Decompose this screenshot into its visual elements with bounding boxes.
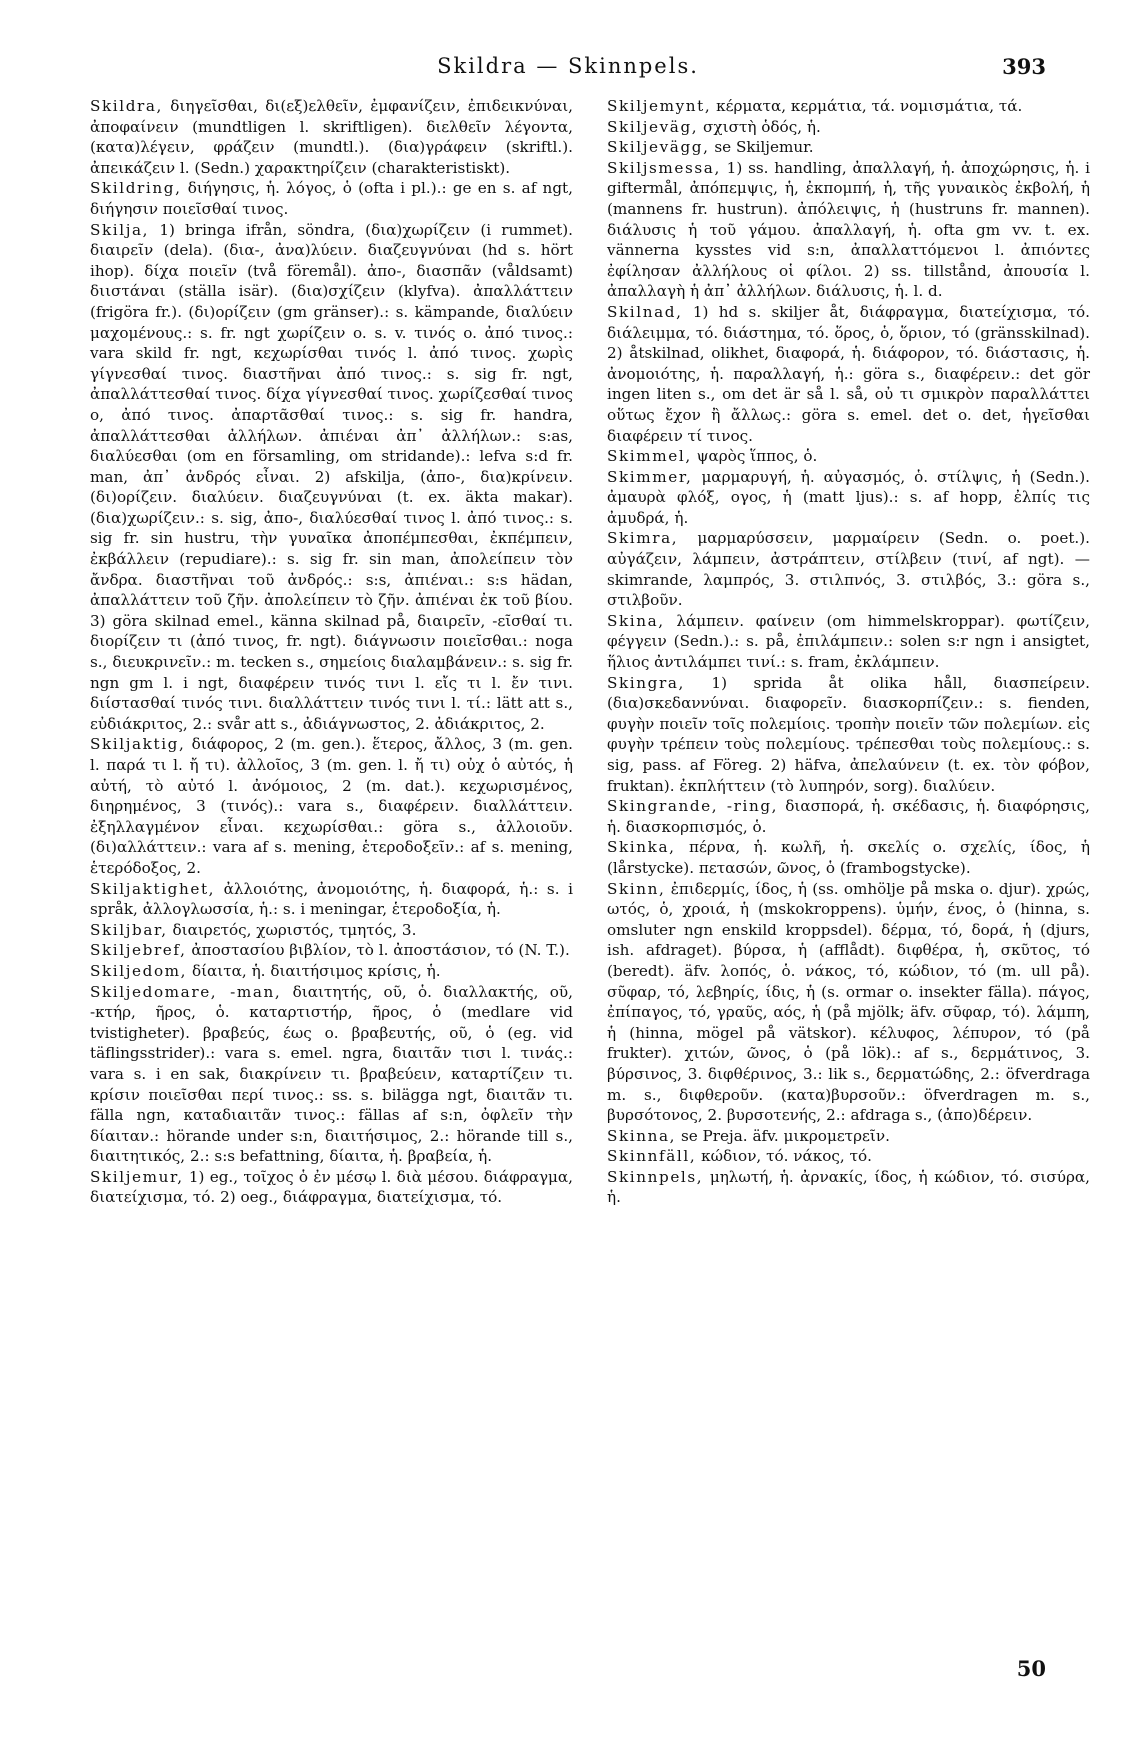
definition: se Preja. äfv. μικρομετρεῖν. (676, 1126, 890, 1145)
dictionary-entry (90, 178, 573, 219)
headword: Skiljemynt, (607, 97, 712, 115)
page-number: 393 (1002, 54, 1046, 79)
dictionary-entry (607, 446, 1090, 467)
dictionary-entry (607, 158, 1090, 302)
definition: δίαιτα, ἡ. διαιτήσιμος κρίσις, ἡ. (187, 961, 441, 980)
headword: Skinnpels, (607, 1167, 704, 1186)
headword: Skiljedom, (90, 961, 188, 980)
definition: 1) sprida åt olika håll, διασπείρειν. (δια)σκεδαννύναι. διαφορεῖν. διασκορπίζειν.: s. fienden, φυγὴν ποιεῖν τοῖς πολεμίοις. τροπὴν ποιεῖν τῶν πολεμίων. εἰς φυγὴν τρέπειν τοὺς πολεμίους. τρέπεσθαι τοὺς πολεμίους.: s. sig, pass. af Föreg. 2) häfva, ἀπελαύνειν (t. ex. τὸν φόβον, fruktan). ἐκπλήττειν (τὸ λυπηρόν, sorg). διαλύειν. (607, 673, 1090, 795)
definition: μαρμαρυγή, ἡ. αὐγασμός, ὁ. στίλψις, ἡ (Sedn.). ἀμαυρὰ φλόξ, ογος, ἡ (matt ljus).: s. af hopp, ἐλπίς τις ἀμυδρά, ἡ. (607, 467, 1090, 527)
dictionary-entry (607, 879, 1090, 1126)
headword: Skiljebref, (90, 941, 187, 960)
dictionary-entry (607, 302, 1090, 446)
dictionary-entry (607, 796, 1090, 837)
definition: λάμπειν. φαίνειν (om himmelskroppar). φωτίζειν, φέγγειν (Sedn.).: s. på, ἐπιλάμπειν.: solen s:r ngn i ansigtet, ἥλιος ἀντιλάμπει τινί.: s. fram, ἐκλάμπειν. (607, 611, 1090, 672)
headword: Skiljaktig, (90, 735, 186, 754)
dictionary-entry (90, 982, 573, 1167)
definition: 1) bringa ifrån, söndra, (δια)χωρίζειν (i rummet). διαιρεῖν (dela). (δια-, ἀνα)λύειν. διαζευγνύναι (hd s. hört ihop). δίχα ποιεῖν (två föremål). ἀπο-, διασπᾶν (våldsamt) διιστάναι (ställa isär). (δια)σχίζειν (klyfva). ἀπαλλάττειν (frigöra fr.). (δι)ορίζειν (gm gränser).: s. kämpande, διαλύειν μαχομένους.: s. fr. ngt χωρίζειν o. s. v. τινός o. ἀπό τινος.: vara skild fr. ngt, κεχωρίσθαι τινός l. ἀπό τινος. χωρὶς γίγνεσθαί τινος. διαστῆναι ἀπό τινος.: s. sig fr. ngt, ἀπαλλάττεσθαί τινος. δίχα γίγνεσθαί τινος. χωρίζεσθαί τινος o, ἀπό τινος. ἀπαρτᾶσθαί τινος.: s. sig fr. handra, ἀπαλλάττεσθαι ἀλλήλων. ἀπιέναι ἀπ᾽ ἀλλήλων.: s:as, διαλύεσθαι (om en församling, om stridande).: lefva s:d fr. man, ἀπ᾽ ἀνδρός εἶναι. 2) afskilja, (ἀπο-, δια)κρίνειν. (δι)ορίζειν. διαλύειν. διαζευγνύναι (t. ex. äkta makar). (δια)χωρίζειν.: s. sig, ἀπο-, διαλύεσθαί τινος l. ἀπό τινος.: s. sig fr. sin hustru, τὴν γυναῖκα ἀποπέμπεσθαι, ἐκπέμπειν, ἐκβάλλειν (repudiare).: s. sig fr. sin man, ἀπολείπειν τὸν ἄνδρα. διαστῆναι τοῦ ἀνδρός.: s:s, ἀπιέναι.: s:s hädan, ἀπαλλάττειν τοῦ ζῆν. ἀπολείπειν τὸ ζῆν. ἀπιέναι ἐκ τοῦ βίου. 3) göra skilnad emel., känna skilnad på, διαιρεῖν, -εῖσθαί τι. διορίζειν τι (ἀπό τινος, fr. ngt). διάγνωσιν ποιεῖσθαι.: noga s., διευκρινεῖν.: m. tecken s., σημείοις διαλαμβάνειν.: s. sig fr. ngn gm l. i ngt, διαφέρειν τινός τινι l. εἴς τι l. ἔν τινι. διίστασθαί τινός τινι. διαλλάττειν τινός τινι l. τί.: lätt att s., εὐδιάκριτος, 2.: svår att s., ἀδιάγνωστος, 2. ἀδιάκριτος, 2. (90, 220, 573, 733)
headword: Skimra, (607, 529, 679, 548)
definition: πέρνα, ἡ. κωλῆ, ἡ. σκελίς o. σχελίς, ίδος, ἡ (lårstycke). πετασών, ῶνος, ὁ (frambogstycke). (607, 838, 1090, 877)
dictionary-entry (90, 220, 573, 735)
definition: se Skiljemur. (709, 138, 814, 157)
dictionary-entry (607, 1146, 1090, 1167)
headword: Skingrande, -ring, (607, 797, 779, 816)
dictionary-entry (90, 1167, 573, 1208)
definition: ψαρὸς ἵππος, ὁ. (691, 447, 818, 466)
headword: Skildra, (90, 97, 163, 115)
headword: Skilja, (90, 220, 150, 239)
headword: Skiljsmessa, (607, 158, 721, 177)
definition: μαρμαρύσσειν, μαρμαίρειν (Sedn. o. poet.). αὐγάζειν, λάμπειν, ἀστράπτειν, στίλβειν (τινί, af ngt). — skimrande, λαμπρός, 3. στιλπνός, 3. στιλβός, 3.: göra s., στιλβοῦν. (607, 529, 1090, 610)
headword: Skiljeväg, (607, 117, 699, 136)
dictionary-entry (90, 961, 573, 982)
definition: ἀλλοιότης, ἀνομοιότης, ἡ. διαφορά, ἡ.: s. i språk, ἀλλογλωσσία, ἡ.: s. i meningar, ἑτεροδοξία, ἡ. (90, 879, 573, 919)
dictionary-entry (607, 837, 1090, 878)
dictionary-entry (607, 1126, 1090, 1147)
dictionary-entry (607, 528, 1090, 610)
headword: Skimmer, (607, 467, 693, 486)
definition: διασπορά, ἡ. σκέδασις, ἡ. διαφόρησις, ἡ. διασκορπισμός, ὁ. (607, 797, 1091, 836)
headword: Skiljaktighet, (90, 879, 216, 898)
dictionary-columns (90, 96, 1090, 1208)
definition: διαιτητής, οῦ, ὁ. διαλλακτής, οῦ, -κτήρ, ῆρος, ὁ. καταρτιστήρ, ῆρος, ὁ (medlare vid tvistigheter). βραβεύς, έως ο. βραβευτής, οῦ, ὁ (eg. vid täflingsstrider).: vara s. emel. ngra, διαιτᾶν τισι l. τινάς.: vara s. i en sak, διακρίνειν τι. βραβεύειν, καταρτίζειν τι. κρίσιν ποιεῖσθαι περί τινος.: ss. s. bilägga ngt, διαιτᾶν τι. fälla ngn, καταδιαιτᾶν τινος.: fällas af s:n, ὀφλεῖν τὴν δίαιταν.: hörande under s:n, διαιτήσιμος, 2.: hörande till s., διαιτητικός, 2.: s:s befattning, δίαιτα, ἡ. βραβεία, ἡ. (90, 982, 573, 1166)
dictionary-entry (607, 117, 1090, 138)
page-header (0, 54, 1136, 84)
definition: 1) ss. handling, ἀπαλλαγή, ἡ. ἀποχώρησις, ἡ. i giftermål, ἀπόπεμψις, ἡ, ἐκπομπή, ἡ, τῆς γυναικὸς ἐκβολή, ἡ (mannens fr. hustrun). ἀπόλειψις, ἡ (hustruns fr. mannen). διάλυσις ἡ τοῦ γάμου. ἀπαλλαγή, ἡ. ofta gm vv. t. ex. vännerna kysstes vid s:n, ἀπαλλαττόμενοι l. ἀπιόντες ἐφίλησαν ἀλλήλους οἱ φίλοι. 2) ss. tillstånd, ἀπουσία l. ἀπαλλαγὴ ἡ ἀπ᾽ ἀλλήλων. διάλυσις, ἡ. l. d. (607, 158, 1090, 301)
dictionary-entry (607, 96, 1090, 117)
dictionary-entry (607, 611, 1090, 673)
headword: Skilnad, (607, 302, 683, 321)
headword: Skimmel, (607, 447, 692, 466)
dictionary-entry (607, 467, 1090, 529)
definition: ἀποστασίου βιβλίον, τὸ l. ἀποστάσιον, τό (N. T.). (186, 941, 570, 960)
headword: Skiljedomare, -man, (90, 982, 282, 1001)
headword: Skinnfäll, (607, 1147, 697, 1166)
running-title: Skildra — Skinnpels. (437, 54, 699, 78)
definition: διαιρετός, χωριστός, τμητός, 3. (167, 920, 417, 939)
headword: Skingra, (607, 673, 685, 692)
headword: Skiljbar, (90, 920, 168, 939)
headword: Skiljevägg, (607, 138, 710, 157)
dictionary-entry (90, 879, 573, 920)
headword: Skinna, (607, 1126, 677, 1145)
definition: διήγησις, ἡ. λόγος, ὁ (ofta i pl.).: ge en s. af ngt, διήγησιν ποιεῖσθαί τινος. (90, 179, 573, 218)
dictionary-entry (607, 1167, 1090, 1208)
definition: διηγεῖσθαι, δι(εξ)ελθεῖν, ἐμφανίζειν, ἐπιδεικνύναι, ἀποφαίνειν (mundtligen l. skriftligen). διελθεῖν λέγοντα, (κατα)λέγειν, φράζειν (mundtl.). (δια)γράφειν (skriftl.). ἀπεικάζειν l. (Sedn.) χαρακτηρίζειν (charakteristiskt). (90, 97, 573, 177)
headword: Skiljemur, (90, 1167, 184, 1186)
dictionary-entry (90, 920, 573, 941)
headword: Skina, (607, 611, 665, 630)
dictionary-entry (90, 96, 573, 178)
headword: Skildring, (90, 179, 182, 198)
definition: διάφορος, 2 (m. gen.). ἕτερος, ἄλλος, 3 (m. gen. l. παρά τι l. ἤ τι). ἀλλοῖος, 3 (m. gen. l. ἤ τι) οὐχ ὁ αὐτός, ἡ αὐτή, τὸ αὐτό l. ἀνόμοιος, 2 (m. dat.). κεχωρισμένος, διηρημένος, 3 (τινός).: vara s., διαφέρειν. διαλλάττειν. ἐξηλλαγμένον εἶναι. κεχωρίσθαι.: göra s., ἀλλοιοῦν. (δι)αλλάττειν.: vara af s. mening, ἑτεροδοξεῖν.: af s. mening, ἑτερόδοξος, 2. (90, 735, 573, 877)
definition: κώδιον, τό. νάκος, τό. (696, 1147, 872, 1166)
definition: ἐπιδερμίς, ίδος, ἡ (ss. omhölje på mska o. djur). χρώς, ωτός, ὁ, χροιά, ἡ (mskokroppens). ὑμήν, ένος, ὁ (hinna, s. omsluter ngn enskild kroppsdel). δέρμα, τό, δορά, ἡ (djurs, ish. afdraget). βύρσα, ἡ (afflådt). διφθέρα, ἡ, σκῦτος, τό (beredt). äfv. λοπός, ὁ. νάκος, τό, κώδιον, τό (m. ull på). σῦφαρ, τό, λεβηρίς, ίδις, ἡ (s. ormar o. insekter fälla). πάγος, ἐπίπαγος, τό, γραῦς, αός, ἡ (på mjölk; äfv. σῦφαρ, τό). λάμπη, ἡ (hinna, mögel på vätskor). κέλυφος, λέπυρον, τό (på frukter). χιτών, ῶνος, ὁ (på lök).: af s., δερμάτινος, 3. βύρσινος, 3. διφθέρινος, 3.: lik s., δερματώδης, 2.: öfverdraga m. s., διφθεροῦν. (κατα)βυρσοῦν.: öfverdragen m. s., βυρσότονος, 2. βυρσοτενής, 2.: afdraga s., (ἀπο)δέρειν. (607, 879, 1090, 1125)
definition: σχιστὴ ὁδός, ἡ. (698, 117, 821, 136)
left-column (90, 96, 573, 1208)
definition: 1) hd s. skiljer åt, διάφραγμα, διατείχισμα, τό. διάλειμμα, τό. διάστημα, τό. ὅρος, ὁ, ὅριον, τό (gränsskilnad). 2) åtskilnad, olikhet, διαφορά, ἡ. διάφορον, τό. διάστασις, ἡ. ἀνομοιότης, ἡ. παραλλαγή, ἡ.: göra s., διαφέρειν.: det gör ingen liten s., om det är så l. så, οὐ τι σμικρὸν παραλλάττει οὕτως ἔχον ἢ ἄλλως.: göra s. emel. det o. det, ἡγεῖσθαι διαφέρειν τί τινος. (607, 302, 1090, 445)
definition: κέρματα, κερμάτια, τά. νομισμάτια, τά. (711, 97, 1023, 115)
dictionary-entry (90, 734, 573, 878)
headword: Skinka, (607, 838, 676, 857)
dictionary-entry (607, 673, 1090, 797)
dictionary-entry (607, 137, 1090, 158)
definition: 1) eg., τοῖχος ὁ ἐν μέσῳ l. διὰ μέσου. διάφραγμα, διατείχισμα, τό. 2) oeg., διάφραγμα, διατείχισμα, τό. (90, 1167, 573, 1207)
definition: μηλωτή, ἡ. ἀρνακίς, ίδος, ἡ κώδιον, τό. σισύρα, ἡ. (607, 1167, 1090, 1207)
printer-signature: 50 (1016, 1656, 1046, 1681)
right-column (607, 96, 1090, 1208)
dictionary-entry (90, 940, 573, 961)
headword: Skinn, (607, 879, 666, 898)
